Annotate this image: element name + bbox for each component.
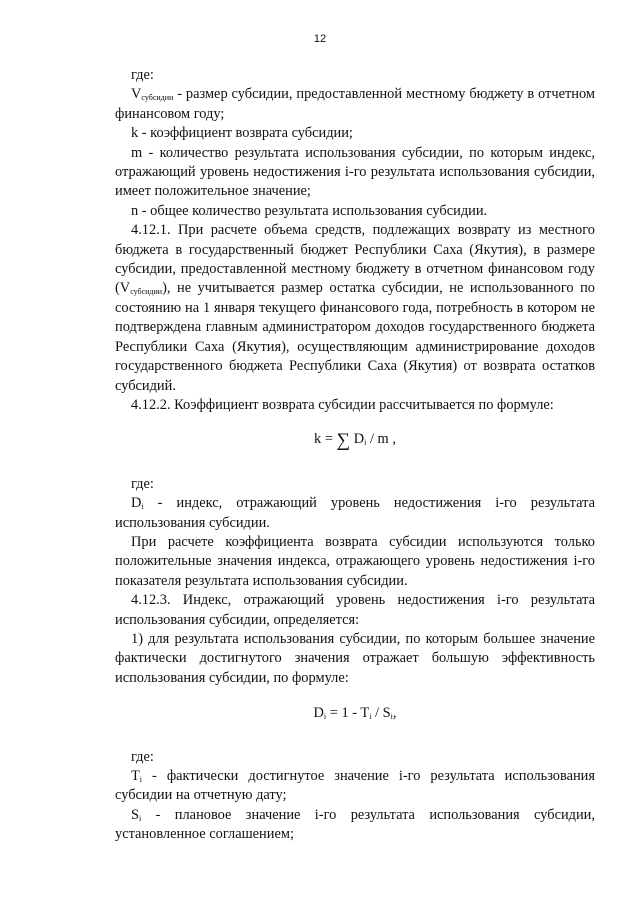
formula-k-d: D xyxy=(350,431,365,448)
formula-k-right: / m , xyxy=(366,431,396,448)
paragraph-4-12-2: 4.12.2. Коэффициент возврата субсидии рассчитывается по формуле: xyxy=(131,396,554,413)
where-label: где: xyxy=(131,475,154,492)
formula-k-left: k = xyxy=(314,431,337,448)
formula-di-sub-3: i xyxy=(390,712,393,722)
where-label: где: xyxy=(131,67,154,83)
formula-di xyxy=(115,704,595,723)
ti-definition-text: - фактически достигнутое значение i-го результата использования субсидии на отчетную дату; xyxy=(115,768,595,804)
v-definition-text: - размер субсидии, предоставленной местному бюджету в отчетном финансовом году; xyxy=(115,86,595,122)
sigma-symbol: ∑ xyxy=(336,430,351,452)
v-symbol: V xyxy=(131,86,142,103)
si-symbol: S xyxy=(131,806,140,823)
paragraph-item-1: 1) для результата использования субсидии, по которым большее значение фактически достигнутого значения отражает большую эффективность использования субсидии, по формуле: xyxy=(115,630,595,686)
where-label: где: xyxy=(131,748,154,765)
v-subscript: субсидии xyxy=(141,93,174,103)
ti-subscript: i xyxy=(139,775,143,784)
definition-n: n - общее количество результата использования субсидии. xyxy=(131,202,488,219)
formula-di-end: , xyxy=(392,705,397,722)
di-definition-text: - индекс, отражающий уровень недостижения i-го результата использования субсидии. xyxy=(115,495,595,531)
formula-di-slash: / S xyxy=(371,705,391,722)
page-body xyxy=(115,66,595,845)
formula-di-mid: = 1 - T xyxy=(326,705,370,722)
definition-m: m - количество результата использования субсидии, по которым индекс, отражающий уровень недостижения i-го результата использования субсидии, имеет положительное значение; xyxy=(115,144,595,200)
di-subscript: i xyxy=(141,502,144,512)
paragraph-4-12-1-part-b: ), не учитывается размер остатка субсидии, не использованного по состоянию на 1 января текущего финансового года, потребность в котором не подтверждена главным администратором доходов государственного бюджета Республики Саха (Якутия), осуществляющим администрирование доходов государственного бюджета Республики Саха (Якутия) от возврата остатков субсидий. xyxy=(115,280,595,394)
paragraph-4-12-1-part-a: 4.12.1. При расчете объема средств, подлежащих возврату из местного бюджета в государственный бюджет Республики Саха (Якутия), в размере субсидии, предоставленной местному бюджету в отчетном финансовом году (V xyxy=(115,222,595,297)
formula-k xyxy=(115,430,595,450)
paragraph-4-12-1-subscript: субсидии xyxy=(130,287,163,297)
formula-di-sub-2: i xyxy=(369,712,372,722)
si-subscript: i xyxy=(139,813,142,823)
si-definition-text: - плановое значение i-го результата использования субсидии, установленное соглашением; xyxy=(115,806,595,843)
definition-v-subsidy xyxy=(115,85,595,124)
definition-si xyxy=(115,806,595,845)
paragraph-calc-note: При расчете коэффициента возврата субсидии используются только положительные значения индекса, отражающего уровень недостижения i-го показателя результата использования субсидии. xyxy=(115,533,595,589)
definition-k: k - коэффициент возврата субсидии; xyxy=(131,125,353,142)
formula-di-sub-1: i xyxy=(323,712,327,722)
formula-k-subscript: i xyxy=(364,438,367,448)
page-number: 12 xyxy=(313,33,327,45)
ti-symbol: T xyxy=(131,768,140,784)
di-symbol: D xyxy=(131,495,142,512)
formula-di-d: D xyxy=(313,705,324,722)
definition-di xyxy=(115,494,595,533)
definition-ti xyxy=(115,767,595,806)
paragraph-4-12-3: 4.12.3. Индекс, отражающий уровень недостижения i-го результата использования субсидии, определяется: xyxy=(115,592,595,628)
paragraph-4-12-1 xyxy=(115,221,595,396)
